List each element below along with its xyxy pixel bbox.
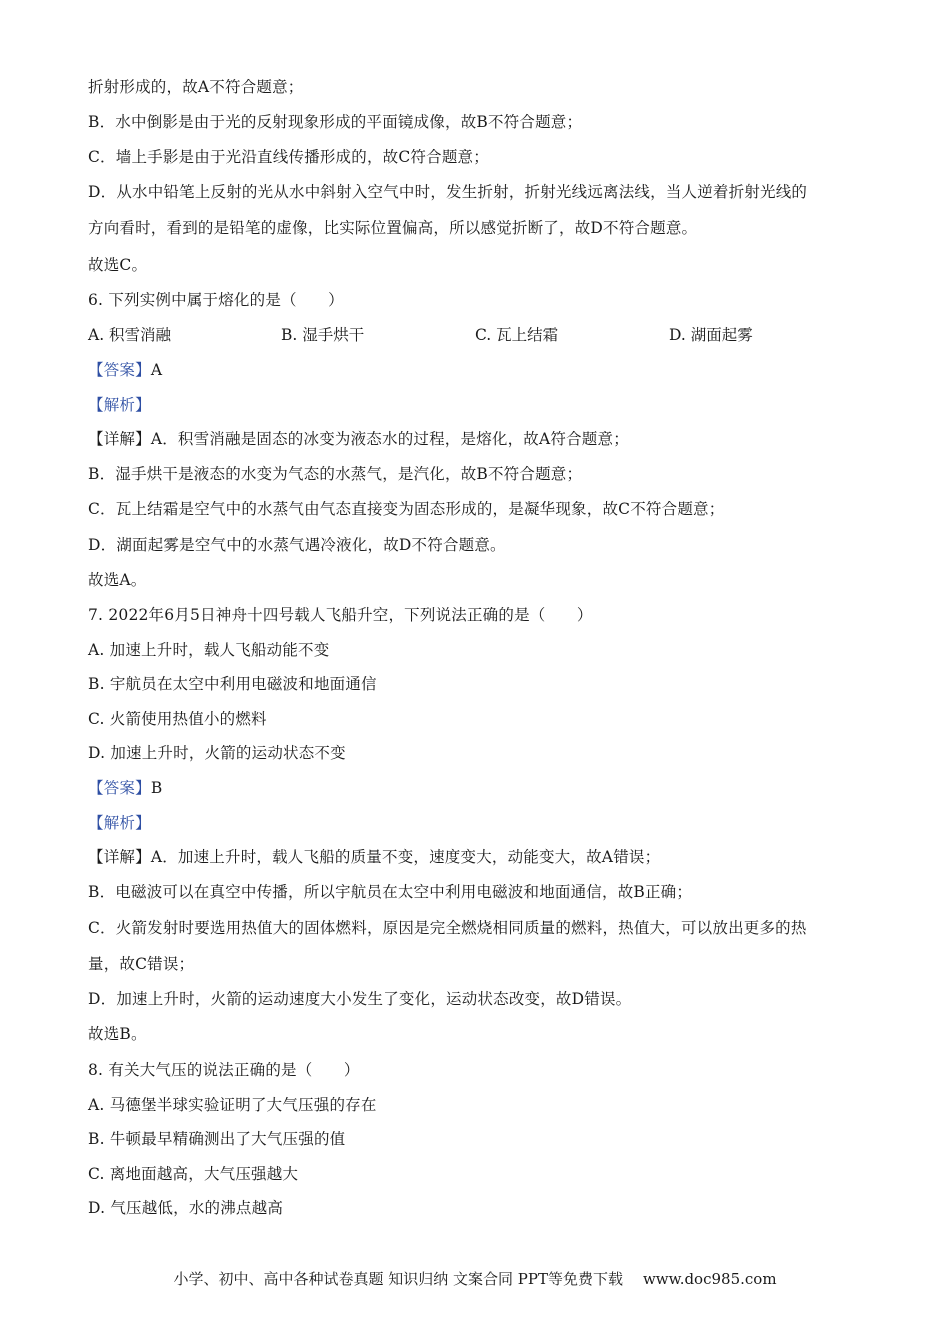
option-a: A. 加速上升时，载人飞船动能不变 bbox=[88, 641, 330, 659]
option-b: B. 湿手烘干 bbox=[281, 326, 365, 344]
footer-url[interactable]: www.doc985.com bbox=[642, 1270, 777, 1288]
option-a: A. 积雪消融 bbox=[88, 326, 172, 344]
detail-6 bbox=[88, 428, 868, 450]
text-line: 量，故C错误； bbox=[88, 955, 195, 973]
text-line: D．湖面起雾是空气中的水蒸气遇冷液化，故D不符合题意。 bbox=[88, 536, 506, 554]
detail-text: A．加速上升时，载人飞船的质量不变，速度变大，动能变大，故A错误； bbox=[150, 848, 661, 866]
option-c: C. 火箭使用热值小的燃料 bbox=[88, 710, 267, 728]
answer-6 bbox=[88, 359, 868, 381]
option-b: B. 宇航员在太空中利用电磁波和地面通信 bbox=[88, 675, 377, 693]
option-d: D. 湖面起雾 bbox=[669, 326, 753, 344]
text-line: C．墙上手影是由于光沿直线传播形成的，故C符合题意； bbox=[88, 148, 489, 166]
text-line: 故选B。 bbox=[88, 1025, 147, 1043]
answer-tag: 【答案】 bbox=[88, 361, 151, 379]
analysis-tag: 【解析】 bbox=[88, 396, 151, 414]
option-a: A. 马德堡半球实验证明了大气压强的存在 bbox=[88, 1096, 377, 1114]
text-line: 折射形成的，故A不符合题意； bbox=[88, 78, 304, 96]
answer-7 bbox=[88, 777, 868, 799]
detail-tag: 【详解】 bbox=[88, 430, 151, 448]
detail-tag: 【详解】 bbox=[88, 848, 151, 866]
option-c: C. 离地面越高，大气压强越大 bbox=[88, 1165, 299, 1183]
option-d: D. 气压越低，水的沸点越高 bbox=[88, 1199, 284, 1217]
option-d: D. 加速上升时，火箭的运动状态不变 bbox=[88, 744, 346, 762]
answer-tag: 【答案】 bbox=[88, 779, 151, 797]
answer-value: A bbox=[150, 361, 163, 379]
text-line: B．水中倒影是由于光的反射现象形成的平面镜成像，故B不符合题意； bbox=[88, 113, 583, 131]
answer-value: B bbox=[150, 779, 163, 797]
option-b: B. 牛顿最早精确测出了大气压强的值 bbox=[88, 1130, 346, 1148]
text-line: D．加速上升时，火箭的运动速度大小发生了变化，运动状态改变，故D错误。 bbox=[88, 990, 632, 1008]
question-7: 7. 2022年6月5日神舟十四号载人飞船升空，下列说法正确的是（ ） bbox=[88, 606, 593, 624]
text-line: 方向看时，看到的是铅笔的虚像，比实际位置偏高，所以感觉折断了，故D不符合题意。 bbox=[88, 219, 698, 237]
text-line: B．湿手烘干是液态的水变为气态的水蒸气，是汽化，故B不符合题意； bbox=[88, 465, 583, 483]
text-line: B．电磁波可以在真空中传播，所以宇航员在太空中利用电磁波和地面通信，故B正确； bbox=[88, 883, 693, 901]
question-6: 6. 下列实例中属于熔化的是（ ） bbox=[88, 291, 344, 309]
option-c: C. 瓦上结霜 bbox=[475, 326, 559, 344]
question-8: 8. 有关大气压的说法正确的是（ ） bbox=[88, 1061, 360, 1079]
text-line: 故选A。 bbox=[88, 571, 147, 589]
page-footer bbox=[0, 1268, 950, 1290]
detail-7 bbox=[88, 846, 868, 868]
text-line: C．火箭发射时要选用热值大的固体燃料，原因是完全燃烧相同质量的燃料，热值大，可以放出更多的热 bbox=[88, 919, 807, 937]
text-line: D．从水中铅笔上反射的光从水中斜射入空气中时，发生折射，折射光线远离法线，当人逆着折射光线的 bbox=[88, 183, 808, 201]
footer-text: 小学、初中、高中各种试卷真题 知识归纳 文案合同 PPT等免费下载 bbox=[173, 1270, 623, 1288]
detail-text: A．积雪消融是固态的冰变为液态水的过程，是熔化，故A符合题意； bbox=[150, 430, 629, 448]
text-line: C．瓦上结霜是空气中的水蒸气由气态直接变为固态形成的，是凝华现象，故C不符合题意； bbox=[88, 500, 725, 518]
analysis-tag: 【解析】 bbox=[88, 814, 151, 832]
text-line: 故选C。 bbox=[88, 256, 148, 274]
